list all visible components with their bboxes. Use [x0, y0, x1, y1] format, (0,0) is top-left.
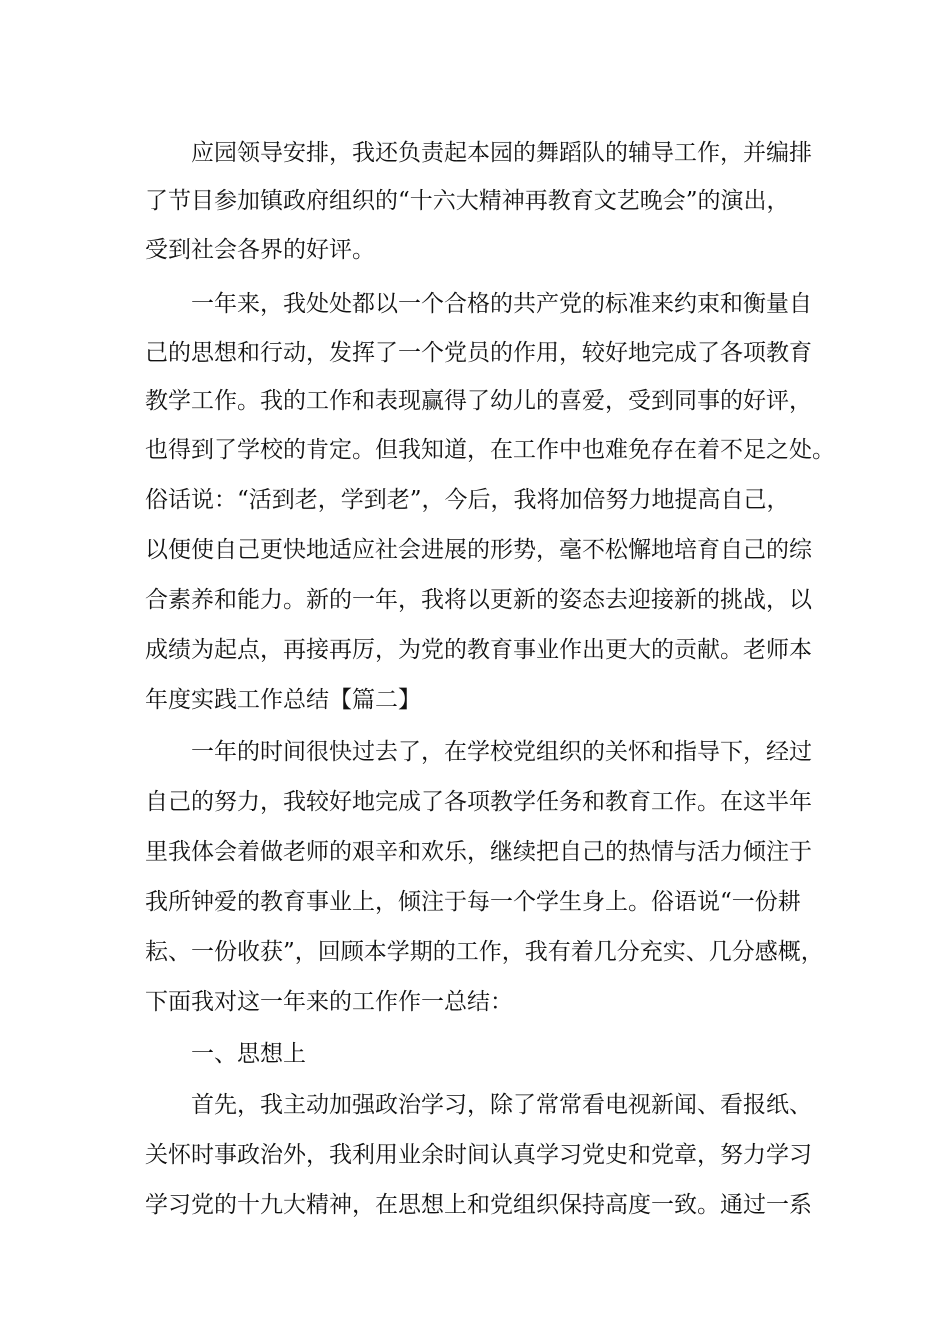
text-line: 耘、一份收获”，回顾本学期的工作，我有着几分充实、几分感概， [145, 939, 824, 965]
text-line: 受到社会各界的好评。 [145, 237, 375, 263]
text-line: 合素养和能力。新的一年，我将以更新的姿态去迎接新的挑战，以 [145, 587, 812, 613]
text-line: 自己的努力，我较好地完成了各项教学任务和教育工作。在这半年 [145, 789, 812, 815]
text-line: 了节目参加镇政府组织的“十六大精神再教育文艺晚会”的演出， [145, 188, 790, 214]
text-line: 年度实践工作总结【篇二】 [145, 687, 421, 713]
text-line: 应园领导安排，我还负责起本园的舞蹈队的辅导工作，并编排 [191, 140, 812, 166]
text-line: 我所钟爱的教育事业上，倾注于每一个学生身上。俗语说“一份耕 [145, 889, 801, 915]
text-line: 成绩为起点，再接再厉，为党的教育事业作出更大的贡献。老师本 [145, 637, 812, 663]
text-line: 首先，我主动加强政治学习，除了常常看电视新闻、看报纸、 [191, 1092, 812, 1118]
text-line: 俗话说：“活到老，学到老”，今后，我将加倍努力地提高自己， [145, 487, 790, 513]
text-line: 关怀时事政治外，我利用业余时间认真学习党史和党章，努力学习 [145, 1142, 812, 1168]
text-line: 一年来，我处处都以一个合格的共产党的标准来约束和衡量自 [191, 291, 812, 317]
text-line: 己的思想和行动，发挥了一个党员的作用，较好地完成了各项教育 [145, 340, 812, 366]
section-heading: 一、思想上 [191, 1041, 306, 1067]
text-line: 也得到了学校的肯定。但我知道，在工作中也难免存在着不足之处。 [145, 437, 835, 463]
text-line: 教学工作。我的工作和表现赢得了幼儿的喜爱，受到同事的好评， [145, 388, 812, 414]
text-line: 里我体会着做老师的艰辛和欢乐，继续把自己的热情与活力倾注于 [145, 839, 812, 865]
text-line: 下面我对这一年来的工作作一总结： [145, 989, 513, 1015]
text-line: 一年的时间很快过去了，在学校党组织的关怀和指导下，经过 [191, 739, 812, 765]
text-line: 学习党的十九大精神，在思想上和党组织保持高度一致。通过一系 [145, 1192, 812, 1218]
text-line: 以便使自己更快地适应社会进展的形势，毫不松懈地培育自己的综 [145, 537, 812, 563]
